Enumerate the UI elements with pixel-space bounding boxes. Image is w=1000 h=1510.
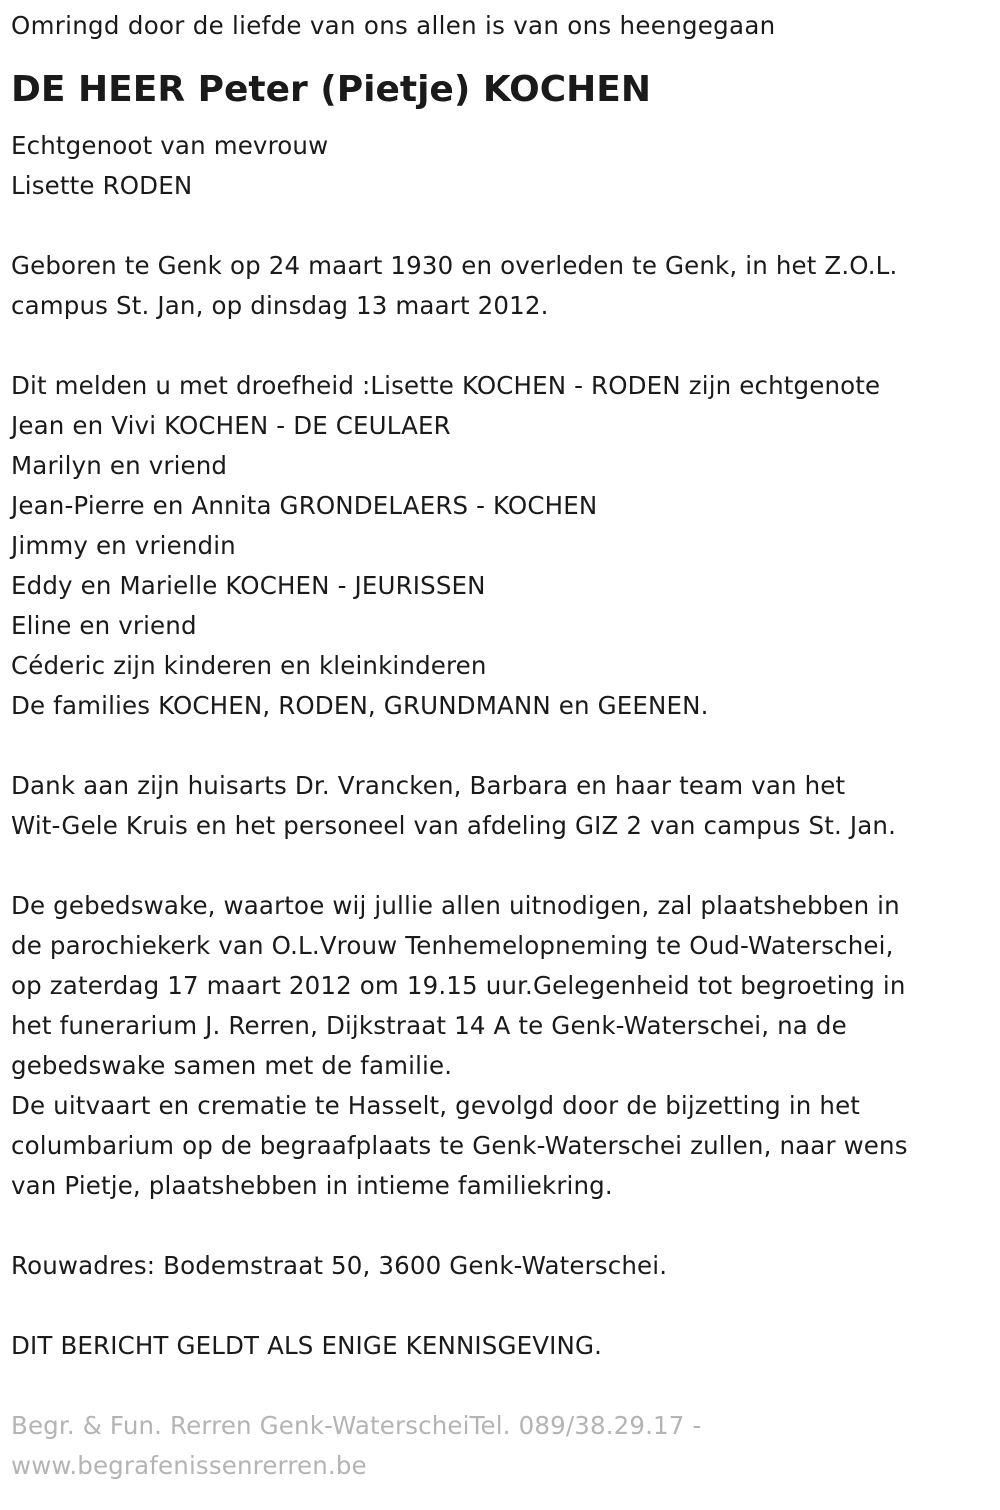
spacer <box>11 1286 991 1326</box>
deceased-name: DE HEER Peter (Pietje) KOCHEN <box>11 69 651 110</box>
notice-statement: DIT BERICHT GELDT ALS ENIGE KENNISGEVING. <box>11 1331 603 1360</box>
spacer <box>11 206 991 246</box>
spacer <box>11 326 991 366</box>
mourner-line: Jimmy en vriendin <box>11 531 236 560</box>
mourner-line: Dit melden u met droefheid :Lisette KOCHEN - RODEN zijn echtgenote <box>11 371 881 400</box>
mourner-line: Eddy en Marielle KOCHEN - JEURISSEN <box>11 571 486 600</box>
thanks-line: Wit-Gele Kruis en het personeel van afdeling GIZ 2 van campus St. Jan. <box>11 811 897 840</box>
ceremony-line: gebedswake samen met de familie. <box>11 1051 453 1080</box>
mourner-line: Marilyn en vriend <box>11 451 228 480</box>
mourner-line: Jean en Vivi KOCHEN - DE CEULAER <box>11 411 451 440</box>
mourner-line: De families KOCHEN, RODEN, GRUNDMANN en GEENEN. <box>11 691 709 720</box>
ceremony-line: columbarium op de begraafplaats te Genk-Waterschei zullen, naar wens <box>11 1131 908 1160</box>
obituary-notice <box>11 6 991 1486</box>
footer-line: Begr. & Fun. Rerren Genk-WaterscheiTel. 089/38.29.17 - <box>11 1411 702 1440</box>
mourning-address: Rouwadres: Bodemstraat 50, 3600 Genk-Waterschei. <box>11 1251 668 1280</box>
intro-text: Omringd door de liefde van ons allen is van ons heengegaan <box>11 11 776 40</box>
deceased-name-block <box>11 46 991 126</box>
ceremony-line: De gebedswake, waartoe wij jullie allen uitnodigen, zal plaatshebben in <box>11 891 900 920</box>
ceremony-line: op zaterdag 17 maart 2012 om 19.15 uur.Gelegenheid tot begroeting in <box>11 971 906 1000</box>
thanks-block <box>11 766 991 846</box>
spacer <box>11 1366 991 1406</box>
spouse-line: Echtgenoot van mevrouw <box>11 131 329 160</box>
ceremony-block <box>11 886 991 1206</box>
funeral-home-footer <box>11 1406 991 1486</box>
footer-website: www.begrafenissenrerren.be <box>11 1451 367 1480</box>
ceremony-line: de parochiekerk van O.L.Vrouw Tenhemelopneming te Oud-Waterschei, <box>11 931 894 960</box>
birth-death-line: Geboren te Genk op 24 maart 1930 en overleden te Genk, in het Z.O.L. <box>11 251 898 280</box>
birth-death-block <box>11 246 991 326</box>
spacer <box>11 726 991 766</box>
birth-death-line: campus St. Jan, op dinsdag 13 maart 2012. <box>11 291 549 320</box>
thanks-line: Dank aan zijn huisarts Dr. Vrancken, Barbara en haar team van het <box>11 771 846 800</box>
ceremony-line: van Pietje, plaatshebben in intieme familiekring. <box>11 1171 613 1200</box>
mourner-line: Jean-Pierre en Annita GRONDELAERS - KOCHEN <box>11 491 598 520</box>
spacer <box>11 1206 991 1246</box>
ceremony-line: De uitvaart en crematie te Hasselt, gevolgd door de bijzetting in het <box>11 1091 861 1120</box>
spouse-block <box>11 126 991 206</box>
mourner-line: Eline en vriend <box>11 611 197 640</box>
ceremony-line: het funerarium J. Rerren, Dijkstraat 14 A te Genk-Waterschei, na de <box>11 1011 847 1040</box>
spacer <box>11 846 991 886</box>
spouse-line: Lisette RODEN <box>11 171 193 200</box>
mourner-line: Céderic zijn kinderen en kleinkinderen <box>11 651 487 680</box>
mourners-block <box>11 366 991 726</box>
